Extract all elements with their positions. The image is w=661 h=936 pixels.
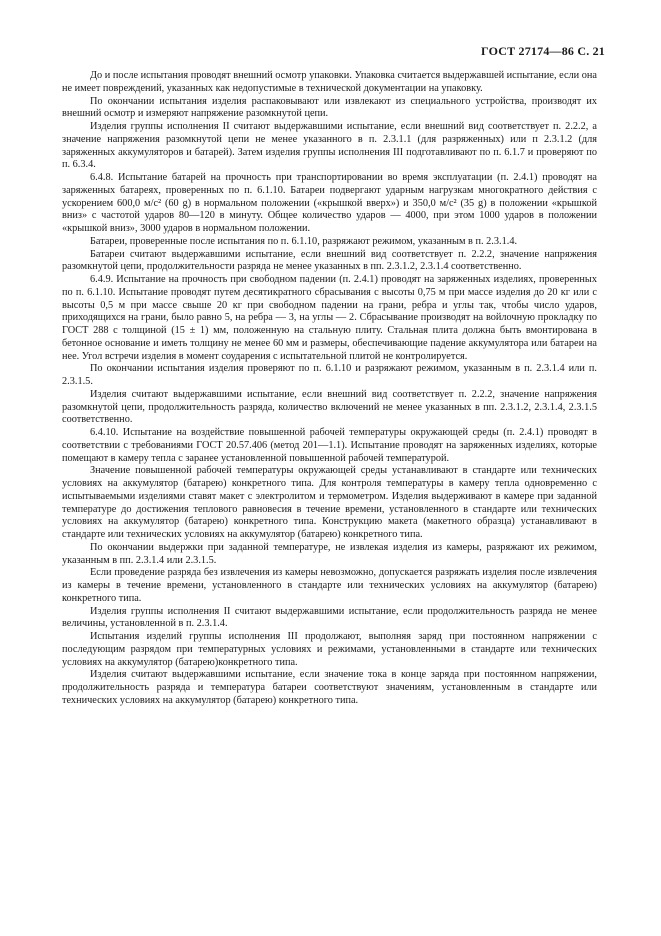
page-header: ГОСТ 27174—86 С. 21: [481, 44, 605, 58]
paragraph: По окончании испытания изделия проверяют по п. 6.1.10 и разряжают режимом, указанным в п. 2.3.1.4 или п. 2.3.1.5.: [62, 363, 597, 387]
paragraph: Изделия считают выдержавшими испытание, если внешний вид соответствует п. 2.2.2, значение напряжения разомкнутой цепи, продолжительность разряда, количество включений не менее указанных в пп. 2.3.1.2, 2.3.1.4, 2.3.1.5 соответственно.: [62, 388, 597, 426]
paragraph: Изделия группы исполнения II считают выдержавшими испытание, если продолжительность разряда не менее величины, установленной в п. 2.3.1.4.: [62, 605, 597, 630]
paragraph: По окончании выдержки при заданной температуре, не извлекая изделия из камеры, разряжают их режимом, указанным в пп. 2.3.1.4 или 2.3.1.5.: [62, 541, 597, 566]
paragraph: По окончании испытания изделия распаковывают или извлекают из специального устройства, производят их внешний осмотр и измеряют напряжение разомкнутой цепи.: [62, 95, 597, 120]
paragraph: Изделия считают выдержавшими испытание, если значение тока в конце заряда при постоянном напряжении, продолжительность разряда и температура батареи соответствуют значениям, установленным в стандарте или технических условиях на аккумулятор (батарею) конкретного типа.: [62, 669, 597, 706]
paragraph: Если проведение разряда без извлечения из камеры невозможно, допускается разряжать изделия после извлечения из камеры в течение времени, установленного в стандарте или технических условиях на аккумулятор (батарею) конкретного типа.: [62, 567, 597, 604]
paragraph: Батареи, проверенные после испытания по п. 6.1.10, разряжают режимом, указанным в п. 2.3.1.4.: [90, 235, 518, 247]
paragraph: 6.4.9. Испытание на прочность при свободном падении (п. 2.4.1) проводят на заряженных изделиях, проверенных по п. 6.1.10. Испытание проводят путем десятикратного сбрасывания с высоты 0,75 м при массе изделия до 20 кг или с высоты 0,5 м при массе свыше 20 кг при свободном падении на грани, ребра и углы так, чтобы число ударов, приходящихся на грани, было равно 5, на ребра — 3, на углы — 2. Сбрасывание производят на войлочную прокладку по ГОСТ 288 с толщиной (15 ± 1) мм, положенную на стальную плиту. Стальная плита должна быть вмонтирована в бетонное основание и иметь толщину не менее 60 мм и размеры, обеспечивающие падение аккумулятора или батареи на нее. Угол встречи изделия в момент соударения с испытательной плитой не контролируется.: [62, 274, 597, 362]
paragraph: Изделия группы исполнения II считают выдержавшими испытание, если внешний вид соответствует п. 2.2.2, а значение напряжения разомкнутой цепи не менее указанного в п. 2.3.1.1 (для разряженных) или п 2.3.1.2 (для заряженных аккумуляторов и батарей). Затем изделия группы исполнения III подготавливают по п. 6.1.7 и проверяют по п. 6.3.4.: [62, 121, 597, 171]
body-text: [62, 70, 597, 708]
paragraph: Значение повышенной рабочей температуры окружающей среды устанавливают в стандарте или технических условиях на аккумулятор (батарею) конкретного типа. Для контроля температуры в камеру тепла одновременно с испытываемыми изделиями ставят макет с электролитом и термометром. Изделия выдерживают в камере при заданной температуре до достижения теплового равновесия в течение времени, установленного в стандарте или технических условиях на аккумулятор (батарею) конкретного типа. Конструкцию макета (макетного образца) устанавливают в стандарте или технических условиях на аккумулятор (батарею) конкретного типа.: [62, 465, 597, 540]
paragraph: 6.4.10. Испытание на воздействие повышенной рабочей температуры окружающей среды (п. 2.4.1) проводят в соответствии с требованиями ГОСТ 20.57.406 (метод 201—1.1). Испытание проводят на заряженных изделиях, которые помещают в камеру тепла с заранее установленной повышенной рабочей температурой.: [62, 427, 597, 464]
paragraph: 6.4.8. Испытание батарей на прочность при транспортировании во время эксплуатации (п. 2.4.1) проводят на заряженных батареях, проверенных по п. 6.1.10. Батареи подвергают ударным нагрузкам многократного действия с ускорением 600,0 м/с² (60 g) в нормальном положении («крышкой вверх») и 350,0 м/с² (35 g) в положении «крышкой вниз» с частотой ударов 80—120 в минуту. Общее количество ударов — 4000, при этом 1000 ударов в положении «крышкой вниз», 3000 ударов в нормальном положении.: [62, 172, 597, 234]
paragraph: До и после испытания проводят внешний осмотр упаковки. Упаковка считается выдержавшей испытание, если она не имеет повреждений, указанных как недопустимые в технической документации на упаковку.: [62, 70, 597, 94]
paragraph: Испытания изделий группы исполнения III продолжают, выполняя заряд при постоянном напряжении с последующим разрядом при температурных условиях и режимами, установленными в стандарте или технических условиях на аккумулятор (батарею)конкретного типа.: [62, 631, 597, 668]
paragraph: Батареи считают выдержавшими испытание, если внешний вид соответствует п. 2.2.2, значение напряжения разомкнутой цепи, продолжительности разряда не менее указанных в пп. 2.3.1.2, 2.3.1.4 соответственно.: [62, 248, 597, 273]
